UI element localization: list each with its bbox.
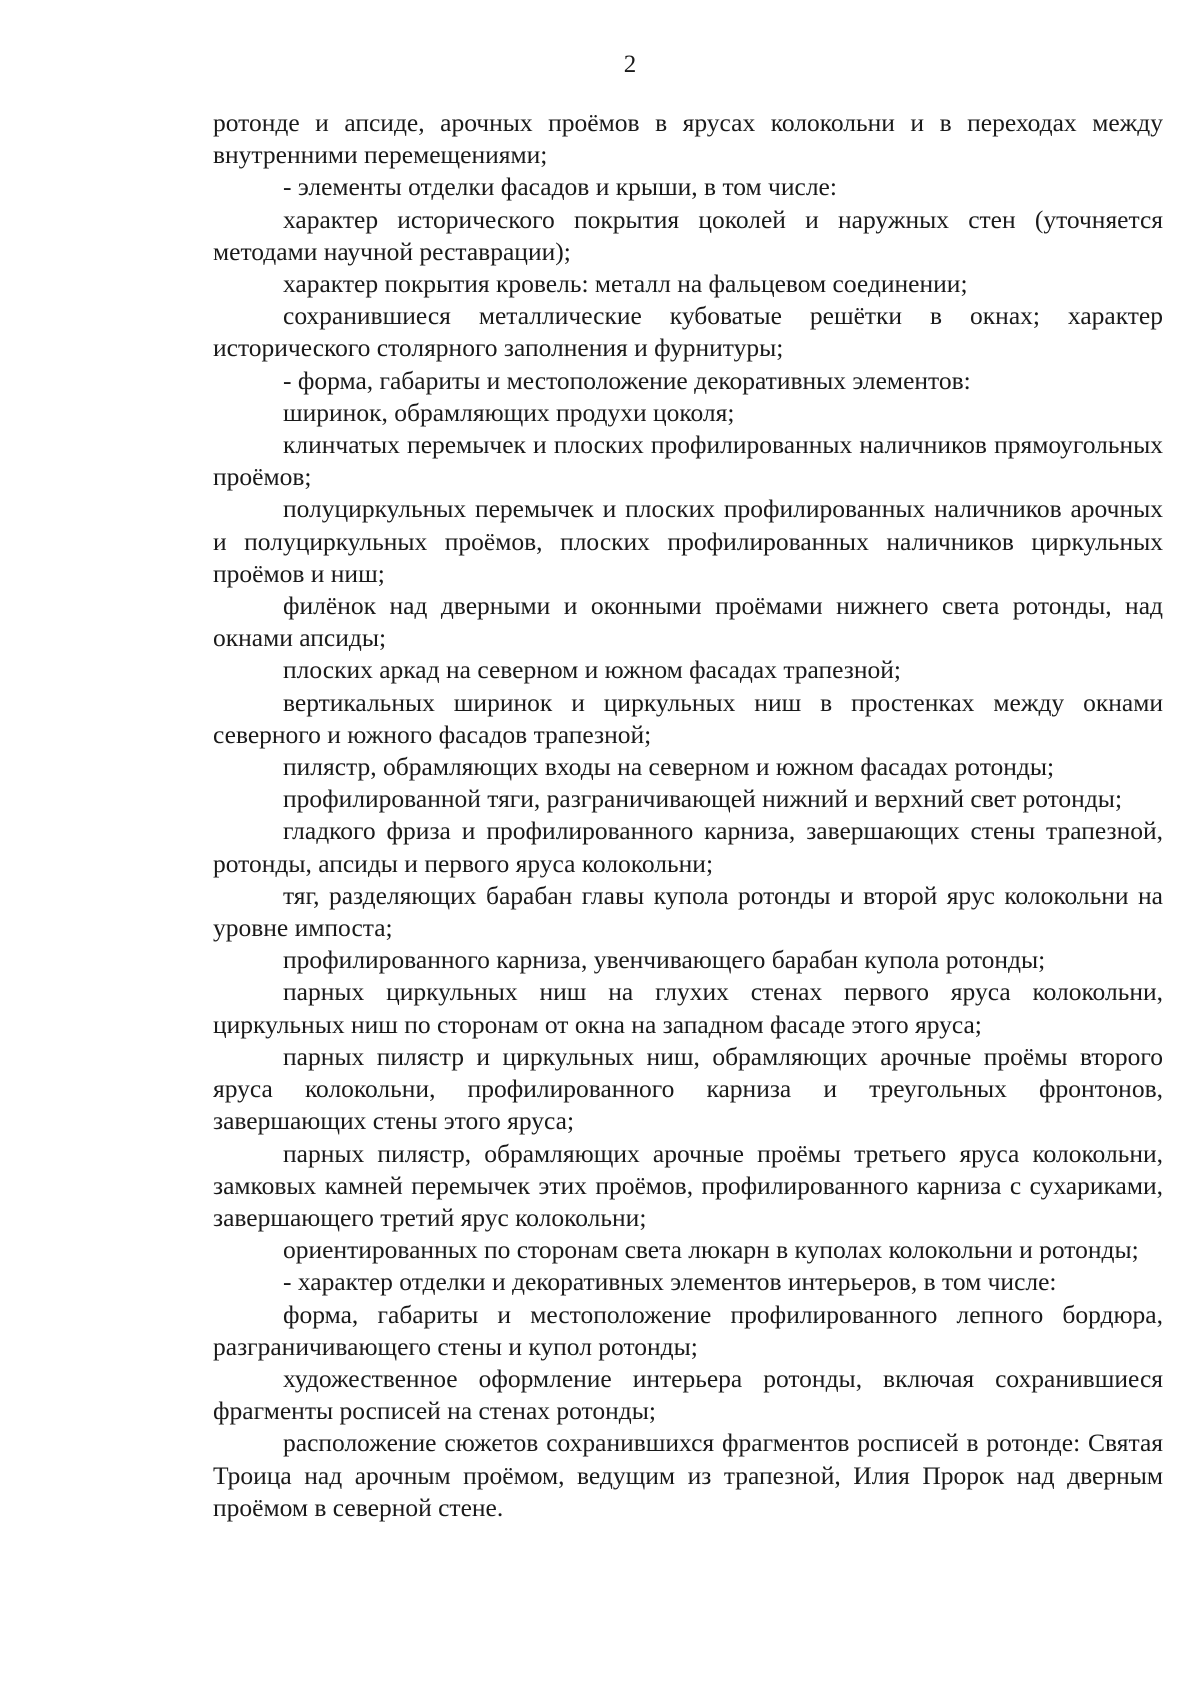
paragraph: филёнок над дверными и оконными проёмами нижнего света ротонды, над окнами апсиды;	[213, 591, 1163, 653]
paragraph: ориентированных по сторонам света люкарн в куполах колокольни и ротонды;	[283, 1235, 1139, 1265]
paragraph: художественное оформление интерьера ротонды, включая сохранившиеся фрагменты росписей на стенах ротонды;	[213, 1363, 1163, 1426]
paragraph: характер исторического покрытия цоколей и наружных стен (уточняется методами научной реставрации);	[213, 204, 1163, 266]
paragraph: парных пилястр и циркульных ниш, обрамляющих арочные проёмы второго яруса колокольни, профилированного карниза и треугольных фронтонов, завершающих стены этого яруса;	[213, 1041, 1163, 1136]
paragraph: тяг, разделяющих барабан главы купола ротонды и второй ярус колокольни на уровне импоста;	[213, 880, 1163, 943]
body-text	[213, 107, 1163, 1524]
paragraph: сохранившиеся металлические кубоватые решётки в окнах; характер исторического столярного заполнения и фурнитуры;	[213, 301, 1163, 363]
paragraph: клинчатых перемычек и плоских профилированных наличников прямоугольных проёмов;	[213, 430, 1163, 492]
paragraph: ширинок, обрамляющих продухи цоколя;	[283, 397, 735, 427]
paragraph: - форма, габариты и местоположение декоративных элементов:	[283, 365, 971, 395]
paragraph: - характер отделки и декоративных элементов интерьеров, в том числе:	[283, 1267, 1057, 1297]
paragraph: ротонде и апсиде, арочных проёмов в ярусах колокольни и в переходах между внутренними перемещениями;	[213, 108, 1163, 170]
paragraph: пилястр, обрамляющих входы на северном и южном фасадах ротонды;	[283, 752, 1055, 782]
paragraph: - элементы отделки фасадов и крыши, в том числе:	[283, 172, 837, 202]
paragraph: расположение сюжетов сохранившихся фрагментов росписей в ротонде: Святая Троица над арочным проёмом, ведущим из трапезной, Илия Пророк над дверным проёмом в северной стене.	[213, 1428, 1163, 1522]
paragraph: профилированной тяги, разграничивающей нижний и верхний свет ротонды;	[283, 784, 1123, 814]
paragraph: форма, габариты и местоположение профилированного лепного бордюра, разграничивающего стены и купол ротонды;	[213, 1299, 1163, 1361]
paragraph: профилированного карниза, увенчивающего барабан купола ротонды;	[283, 945, 1046, 975]
page-number: 2	[623, 51, 637, 78]
paragraph: парных циркульных ниш на глухих стенах первого яруса колокольни, циркульных ниш по сторонам от окна на западном фасаде этого яруса;	[213, 977, 1163, 1039]
paragraph: характер покрытия кровель: металл на фальцевом соединении;	[283, 269, 968, 299]
paragraph: вертикальных ширинок и циркульных ниш в простенках между окнами северного и южного фасадов трапезной;	[213, 687, 1163, 749]
paragraph: плоских аркад на северном и южном фасадах трапезной;	[283, 655, 901, 685]
paragraph: полуциркульных перемычек и плоских профилированных наличников арочных и полуциркульных проёмов, плоских профилированных наличников циркульных проёмов и ниш;	[213, 494, 1163, 588]
paragraph: гладкого фриза и профилированного карниза, завершающих стены трапезной, ротонды, апсиды и первого яруса колокольни;	[213, 816, 1163, 878]
paragraph: парных пилястр, обрамляющих арочные проёмы третьего яруса колокольни, замковых камней перемычек этих проёмов, профилированного карниза с сухариками, завершающего третий ярус колокольни;	[213, 1138, 1163, 1232]
